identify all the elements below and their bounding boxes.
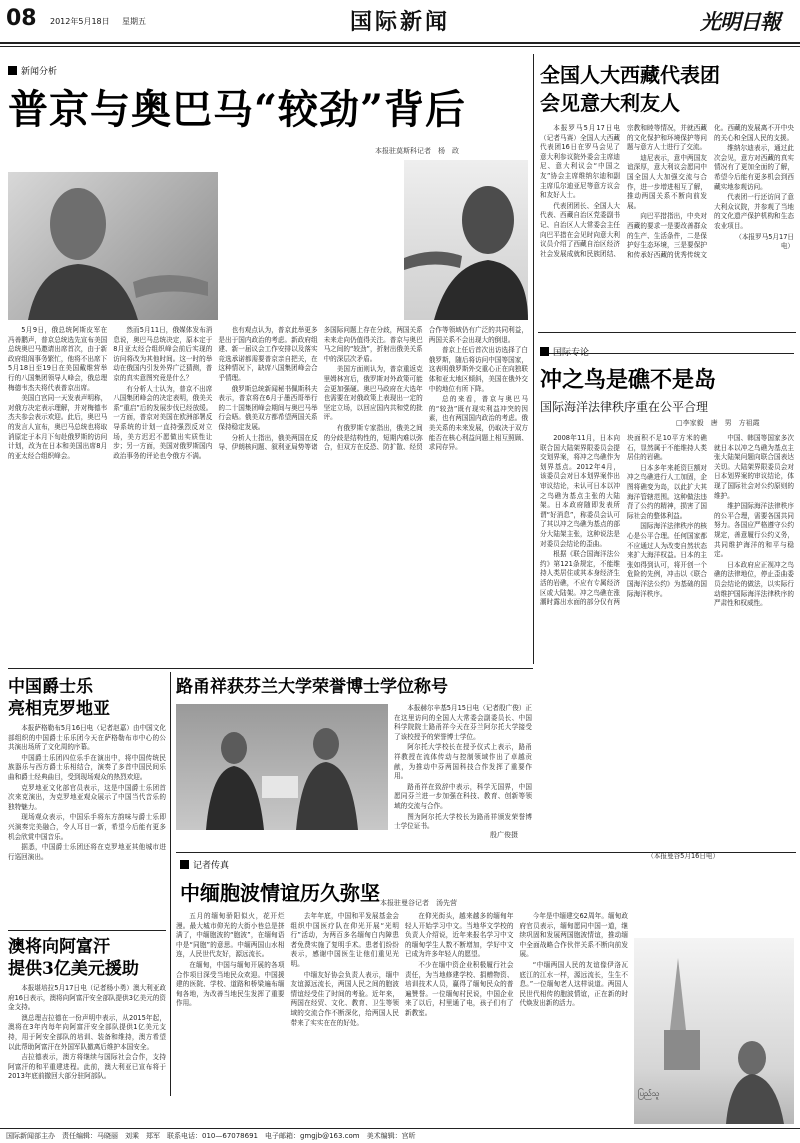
commentary-body xyxy=(540,434,794,846)
tibet-headline-line2: 会见意大利友人 xyxy=(540,91,680,115)
honor-paragraph: 阿尔托大学校长在授予仪式上表示，路甬祥教授在流体传动与控制领域作出了卓越贡献，为推动中芬两国科技合作发挥了重要作用。 xyxy=(394,743,532,781)
lead-paragraph: 有分析人士认为，普京不出席八国集团峰会的决定表明，俄美关系“重启”后的发展步伐已经放缓。一方面，普京对美国在欧洲部署反导系统的计划一直持强烈反对立场，美方迟迟不愿做出实质性让步；另一方面，美国对俄罗斯国内政治事务的评论也令俄方不满。 xyxy=(113,384,213,460)
lead-paragraph: 俄罗斯总统新闻秘书佩斯科夫表示，普京将在6月于墨西哥举行的二十国集团峰会期间与奥巴马举行会晤。俄美双方都希望两国关系保持稳定发展。 xyxy=(218,384,318,431)
tibet-paragraph: 本报罗马5月17日电（记者马赛）全国人大西藏代表团16日在罗马会见了意大利参议院外委会主席迪尼、意大利议会“中国之友”协会主席维纳尔迪和副主席瓜尔迪亚尼等意方议会和友好人士。 xyxy=(540,124,620,200)
commentary-byline: □李家毅 唐 男 方祖霞 xyxy=(676,419,760,427)
lead-paragraph: 5月9日，俄总统阿斯皮军在冯善鹏声，普京总统选先宣布美国总统奥巴马邀请出席首次，由于新政府组阁事务繁忙，他将不出席下5月18日至19日在美国戴维营举行的八国集团领导人峰会，俄总理梅德韦杰夫将代表普京出席。 xyxy=(8,326,108,392)
lead-paragraph: 然而5月11日，俄媒体发布消息说，奥巴马总统决定，原本定于8月亚太经合组织峰会前后实现的访问将改为其他时间。这一时的举动在俄国内引发外界广泛猜测，普京的真实意图究竟是什么？ xyxy=(113,326,213,382)
kicker-square-icon xyxy=(8,66,17,75)
issue-weekday: 星期五 xyxy=(122,17,146,26)
feature-headline: 中缅胞波情谊历久弥坚 xyxy=(180,881,380,905)
jazz-paragraph: 克罗地亚文化部官员表示，这是中国爵士乐团首次来克演出，为克罗地亚观众展示了中国当代音乐的独特魅力。 xyxy=(8,783,166,811)
commentary-paragraph: 根据《联合国海洋法公约》第121条规定，不能维持人类居住或其本身经济生活的岩礁，不应有专属经济区或大陆架。冲之鸟礁在涨潮时露出水面的部分仅有两块面积不足10平方米的礁石，显然属于不能维持人类居住的岩礁。 xyxy=(540,434,707,607)
feature-paragraph: 不少在缅中资企业积极履行社会责任，为当地修建学校、捐赠物资、培训技术人员，赢得了缅甸民众的普遍赞誉。一位缅甸村民说，中国企业来了以后，村里通了电，孩子们有了新教室。 xyxy=(405,960,514,1017)
tibet-body xyxy=(540,124,794,326)
honor-photo-credit: 殷广俊摄 xyxy=(490,831,518,839)
page-header xyxy=(0,0,800,44)
honor-paragraph: 本报赫尔辛基5月15日电（记者殷广俊）正在这里访问的全国人大常委会副委员长、中国科学院院士路甬祥今天在芬兰阿尔托大学接受了该校授予的荣誉博士学位。 xyxy=(394,704,532,741)
tibet-headline-line1: 全国人大西藏代表团 xyxy=(540,63,720,87)
feature-paragraph: “中缅两国人民的友谊像伊洛瓦底江的江水一样，源远流长，生生不息。”一位缅甸老人这样说道。两国人民世代相传的胞波情谊，正在新的时代焕发出新的活力。 xyxy=(519,960,628,1008)
afghan-headline-line2: 提供3亿美元援助 xyxy=(8,959,139,979)
tag-square-icon xyxy=(180,860,189,869)
person-silhouette-icon xyxy=(8,172,218,320)
feature-continuation xyxy=(634,852,794,936)
tibet-bottom-rule xyxy=(538,332,796,333)
commentary-paragraph: 2008年11月，日本向联合国大陆架界限委员会提交划界案，将冲之鸟礁作为划界基点。2012年4月，该委员会对日本划界案作出审议结论，未认可日本以冲之鸟礁为基点主张的大陆架。日本政府随即发表所谓“好消息”，称委员会认可了其以冲之鸟礁为基点的部分大陆架主张，这种说法是对委员会结论的歪曲。 xyxy=(540,434,620,548)
footer-credits: 国际新闻部主办 责任编辑：马晓丽 刘乘 郑军 联系电话：010—67078691 电子邮箱：gmgjb@163.com 美术编辑：宫昕 xyxy=(6,1132,416,1140)
feature-dateline: （本报曼谷5月16日电） xyxy=(647,852,720,860)
tibet-paragraph: 代表团团长、全国人大代表、西藏自治区党委副书记、自治区人大常委会主任向巴平措在会见时向意大利议员介绍了西藏自治区经济社会发展成就和民族团结、宗教和睦等情况，并就西藏的文化保护和环境保护等问题与意方人士进行了交流。 xyxy=(540,124,707,258)
lead-body xyxy=(8,326,528,666)
lead-paragraph: 美国方面则认为，普京重返克里姆林宫后，俄罗斯对外政策可能会更加强硬。奥巴马政府在大选年也需要在对俄政策上表现出一定的坚定立场，以回应国内共和党的批评。 xyxy=(323,365,423,422)
afghan-headline-line1: 澳将向阿富汗 xyxy=(8,937,110,957)
lead-paragraph: 普京上任后首次出访选择了白俄罗斯，随后将访问中国等国家，这表明俄罗斯外交重心正在向独联体和亚太地区倾斜，美国在俄外交中的地位有所下降。 xyxy=(428,346,528,393)
tibet-dateline: （本报罗马5月17日电） xyxy=(735,232,794,251)
commentary-paragraph: 国际海洋法律秩序的核心是公平合理。任何国家都不应通过人为改变自然状态来扩大海洋权益。日本的主张如得到认可，将开创一个危险的先例，冲击以《联合国海洋法公约》为基础的国际海洋秩序。 xyxy=(627,522,707,598)
jazz-headline-line1: 中国爵士乐 xyxy=(8,677,93,697)
jazz-paragraph: 本报萨格勒布5月16日电（记者赵嘉）由中国文化部组织的中国爵士乐乐团今天在萨格勒布市中心的公共演出场所了文化周的序幕。 xyxy=(8,724,166,752)
commentary-paragraph: 维护国际海洋法律秩序的公平合理，需要各国共同努力。各国应严格遵守公约规定，善意履行公约义务，共同维护海洋的和平与稳定。 xyxy=(714,502,794,559)
commentary-paragraph: 日本政府应正视冲之鸟礁的法律地位，停止歪曲委员会结论的做法，以实际行动维护国际海洋法律秩序的严肃性和权威性。 xyxy=(714,560,794,608)
header-rule xyxy=(0,42,800,44)
lead-paragraph: 分析人士指出，俄美两国在反导、伊朗核问题、叙利亚局势等诸多国际问题上存在分歧，两国关系未来走向仍值得关注。普京与奥巴马之间的“较劲”，折射出俄美关系中的深层次矛盾。 xyxy=(218,326,423,452)
feature-paragraph: 中缅友好协会负责人表示，缅中友谊源远流长，两国人民之间的胞波情谊经受住了时间的考验。近年来，两国在经贸、文化、教育、卫生等领域的交流合作不断深化，给两国人民带来了实实在在的好处。 xyxy=(290,970,399,1027)
honor-paragraph: 路甬祥在致辞中表示，科学无国界，中国愿同芬兰进一步加强在科技、教育、创新等领域的交流与合作。 xyxy=(394,782,532,810)
jazz-paragraph: 现场观众表示，中国乐手将东方韵味与爵士乐即兴演奏完美融合，令人耳目一新，希望今后能有更多机会欣赏中国音乐。 xyxy=(8,813,166,841)
honor-headline: 路甬祥获芬兰大学荣誉博士学位称号 xyxy=(176,677,448,697)
section-title: 国际新闻 xyxy=(349,10,450,35)
ceremony-photo-icon xyxy=(176,704,388,830)
feature-paragraph: 在缅甸，中国与缅甸开展的各项合作项目深受当地民众欢迎。中国援建的医院、学校、道路和桥梁遍布缅甸各地，为改善当地民生发挥了重要作用。 xyxy=(176,960,285,1008)
jazz-paragraph: 据悉，中国爵士乐团还将在克罗地亚其他城市进行巡回演出。 xyxy=(8,843,166,861)
tibet-paragraph: 维纳尔迪表示，通过此次会见，意方对西藏的真实情况有了更加全面的了解，希望今后能有更多机会到西藏实地参观访问。 xyxy=(714,144,794,191)
feature-photo xyxy=(634,938,794,1124)
masthead-logo: 光明日報 xyxy=(700,9,780,34)
putin-photo xyxy=(8,172,218,320)
jazz-paragraph: 中国爵士乐团四位乐手在演出中，将中国传统民族器乐与西方爵士乐相结合，演奏了多首中国民间乐曲和爵士经典曲目，受到现场观众的热烈欢迎。 xyxy=(8,753,166,781)
footer-rule xyxy=(0,1128,800,1129)
column-divider xyxy=(533,54,534,664)
tag-square-icon xyxy=(540,347,549,356)
afghan-paragraph: 澳总理吉拉德在一份声明中表示，从2015年起，澳将在3年内每年向阿富汗安全部队提供1亿美元支持，用于阿安全部队的培训、装备和维持，澳方希望以此帮助阿富汗在外国军队撤离后维护本国安全。 xyxy=(8,1013,166,1051)
jazz-body xyxy=(8,724,166,924)
lead-paragraph: 总的来看，普京与奥巴马的“较劲”既有现实利益冲突的因素，也有两国国内政治的考虑。俄美关系的未来发展，仍取决于双方能否在核心利益问题上相互照顾、求同存异。 xyxy=(428,395,528,452)
feature-paragraph: 去年年底，中国和平发展基金会组织中国医疗队在仰光开展“光明行”活动，为两百多名缅甸白内障患者免费实施了复明手术。患者们纷纷表示，感谢中国医生让他们重见光明。 xyxy=(290,912,399,968)
tibet-paragraph: 迪尼表示，意中两国友谊深厚，意大利议会愿同中国全国人大加强交流与合作，进一步增进相互了解，推动两国关系不断向前发展。 xyxy=(627,153,707,210)
tibet-paragraph: 向巴平措指出，中央对西藏的要求一是要改善群众的生产、生活条件，二是保护好生态环境，三是要保护和传承好西藏的优秀传统文化。西藏的发展离不开中央的关心和全国人民的支援。 xyxy=(627,124,794,259)
person-silhouette-icon xyxy=(404,160,528,320)
afghan-paragraph: 本报堪培拉5月17日电（记者杨小勇）澳大利亚政府16日表示，澳将向阿富汗安全部队提供3亿美元的资金支持。 xyxy=(8,984,166,1012)
lead-kicker: 新闻分析 xyxy=(8,64,57,77)
section-rule xyxy=(8,668,533,669)
honor-paragraph: 图为阿尔托大学校长为路甬祥颁发荣誉博士学位证书。 xyxy=(394,812,532,831)
header-rule-thin xyxy=(0,46,800,47)
lead-paragraph: 美国白宫同一天发表声明称，对俄方决定表示理解，并对梅德韦杰夫参会表示欢迎。此后，奥巴马的发言人宣布，奥巴马总统也将取消原定于本月下旬赴俄罗斯的访问计划，改为在日本和美国出席8月的亚太经合组织峰会。 xyxy=(8,394,108,460)
feature-paragraph: 在仰光街头，越来越多的缅甸年轻人开始学习中文。当地华文学校的负责人介绍说，近年来报名学习中文的缅甸学生人数不断增加，学好中文已成为许多年轻人的愿望。 xyxy=(405,912,514,959)
lead-paragraph: 有俄罗斯专家指出，俄美之间的分歧是结构性的，短期内难以弥合，但双方在反恐、防扩散、经贸合作等领域仍有广泛的共同利益，两国关系不会出现大的倒退。 xyxy=(323,326,528,452)
commentary-tag: 国际专论 xyxy=(540,340,794,354)
honor-photo xyxy=(176,704,388,830)
honor-body xyxy=(394,704,532,846)
commentary-subheadline: 国际海洋法律秩序重在公平合理 xyxy=(540,400,709,414)
lead-headline: 普京与奥巴马“较劲”背后 xyxy=(8,86,467,133)
jazz-headline-line2: 亮相克罗地亚 xyxy=(8,699,110,719)
lead-byline: 本报驻莫斯科记者 杨 政 xyxy=(375,147,459,155)
left-divider xyxy=(170,672,171,1096)
page-number: 08 xyxy=(6,6,37,31)
commentary-headline: 冲之鸟是礁不是岛 xyxy=(540,367,717,393)
afghan-top-rule xyxy=(8,930,166,931)
lead-paragraph: 也有观点认为，普京此举更多是出于国内政治的考虑。新政府组建、新一届议会工作安排以及落实竞选承诺都需要普京亲自把关，在这种情况下，缺席八国集团峰会合乎情理。 xyxy=(218,326,318,382)
commentary-paragraph: 日本多年来耗资巨额对冲之鸟礁进行人工加固，企图将礁变为岛，以此扩大其海洋管辖范围。这种做法违背了公约的精神，损害了国际社会的整体利益。 xyxy=(627,463,707,520)
feature-byline: 本报驻曼谷记者 汤先营 xyxy=(380,899,457,907)
feature-photo-caption: ပြည်သူ xyxy=(638,1089,660,1098)
feature-paragraph: 五月的缅甸骄阳似火，花开烂漫。最大城市仰光的大街小巷总是挤满了，中缅胞波的“胞波”，在缅甸语中是“同胞”的意思。中缅两国山水相连，人民世代友好，源远流长。 xyxy=(176,912,285,959)
issue-date: 2012年5月18日 xyxy=(50,17,110,26)
afghan-paragraph: 吉拉德表示，澳方将继续与国际社会合作，支持阿富汗的和平重建进程。此前，澳大利亚已宣布将于2013年底前撤回大部分驻阿部队。 xyxy=(8,1053,166,1081)
feature-tag: 记者传真 xyxy=(180,858,229,871)
afghan-body xyxy=(8,984,166,1124)
obama-photo xyxy=(404,160,528,320)
commentary-paragraph: 中国、韩国等国家多次就日本以冲之鸟礁为基点主张大陆架问题向联合国表达关切。大陆架界限委员会对日本划界案的审议结论，体现了国际社会对公约原则的维护。 xyxy=(714,434,794,500)
feature-body xyxy=(176,912,628,1122)
feature-paragraph: 今年是中缅建交62周年。缅甸政府官员表示，缅甸愿同中国一道，继续巩固和发展两国胞波情谊，推动缅中全面战略合作伙伴关系不断向前发展。 xyxy=(519,912,628,959)
tibet-paragraph: 代表团一行还访问了意大利众议院，并参观了当地的文化遗产保护机构和生态农业项目。 xyxy=(714,193,794,230)
